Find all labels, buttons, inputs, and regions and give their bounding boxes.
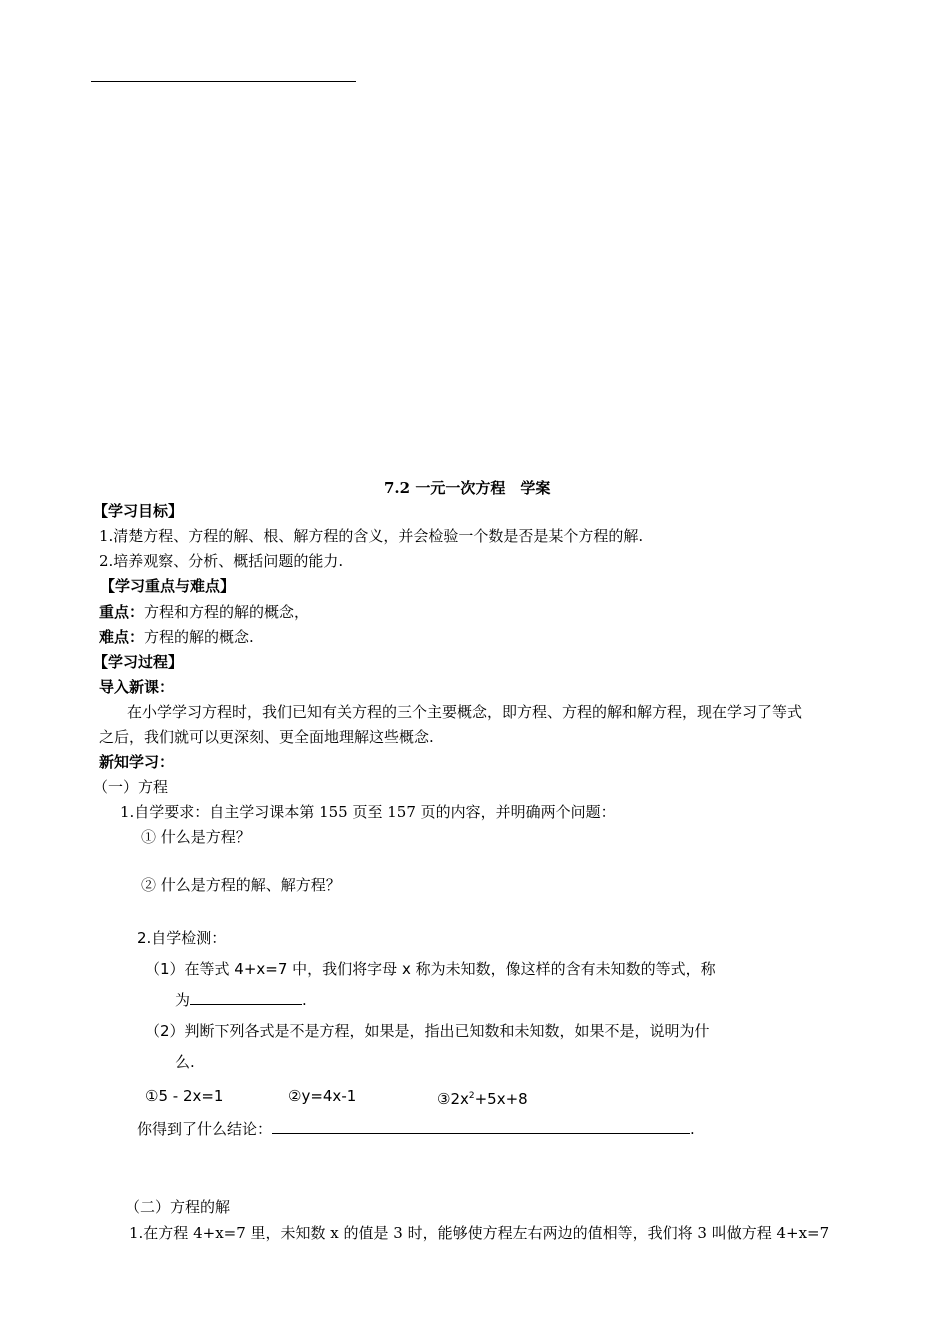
conclusion-line [137, 1119, 695, 1139]
check-1-line-2 [175, 990, 307, 1010]
question-2: ② 什么是方程的解、解方程？ [141, 876, 341, 894]
check-2-line-2: 么. [175, 1053, 195, 1071]
expression-3 [437, 1086, 528, 1109]
objective-item-2: 2.培养观察、分析、概括问题的能力. [99, 552, 344, 570]
expression-3-base: ③2x [437, 1090, 469, 1108]
question-1: ① 什么是方程？ [141, 828, 251, 846]
part2-heading: （二）方程的解 [125, 1198, 231, 1216]
intro-paragraph-line-1: 在小学学习方程时，我们已知有关方程的三个主要概念，即方程、方程的解和解方程，现在学习了等式 [127, 703, 803, 721]
page-title: 7.2 一元一次方程 学案 [384, 479, 551, 497]
answer-blank-1[interactable] [190, 990, 302, 1005]
check-1-suffix: . [302, 991, 307, 1009]
intro-paragraph-line-2: 之后，我们就可以更深刻、更全面地理解这些概念. [99, 728, 434, 746]
conclusion-blank[interactable] [272, 1119, 690, 1134]
objective-item-1: 1.清楚方程、方程的解、根、解方程的含义，并会检验一个数是否是某个方程的解. [99, 527, 644, 545]
check-1-line-1: （1）在等式 4+x=7 中，我们将字母 x 称为未知数，像这样的含有未知数的等式，称 [145, 960, 716, 978]
key-label: 重点： [99, 603, 145, 621]
self-study-requirement: 1.自学要求：自主学习课本第 155 页至 157 页的内容，并明确两个问题： [120, 803, 616, 821]
check-2-line-1: （2）判断下列各式是不是方程，如果是，指出已知数和未知数，如果不是，说明为什 [145, 1022, 710, 1040]
conclusion-prompt: 你得到了什么结论： [137, 1120, 273, 1138]
self-check-heading: 2.自学检测： [137, 929, 227, 947]
key-point-line [99, 602, 309, 622]
conclusion-suffix: . [690, 1120, 695, 1138]
key-text: 方程和方程的解的概念， [144, 603, 310, 621]
expression-3-exponent: 2 [468, 1091, 475, 1101]
difficulty-text: 方程的解的概念. [144, 628, 254, 646]
part1-heading: （一）方程 [93, 778, 169, 796]
check-1-prefix: 为 [175, 991, 191, 1009]
process-heading: 【学习过程】 [93, 653, 184, 671]
expression-2: ②y=4x-1 [288, 1087, 357, 1105]
expression-3-rest: +5x+8 [474, 1090, 528, 1108]
header-rule [91, 81, 356, 82]
objectives-heading: 【学习目标】 [93, 502, 184, 520]
part2-line-1: 1.在方程 4+x=7 里，未知数 x 的值是 3 时，能够使方程左右两边的值相等，我们将 3 叫做方程 4+x=7 [129, 1224, 830, 1242]
difficulty-label: 难点： [99, 628, 145, 646]
difficulty-line [99, 627, 254, 647]
new-knowledge-heading: 新知学习： [99, 753, 175, 771]
key-points-heading: 【学习重点与难点】 [100, 577, 236, 595]
expression-1: ①5 - 2x=1 [145, 1087, 224, 1105]
intro-heading: 导入新课： [99, 678, 175, 696]
